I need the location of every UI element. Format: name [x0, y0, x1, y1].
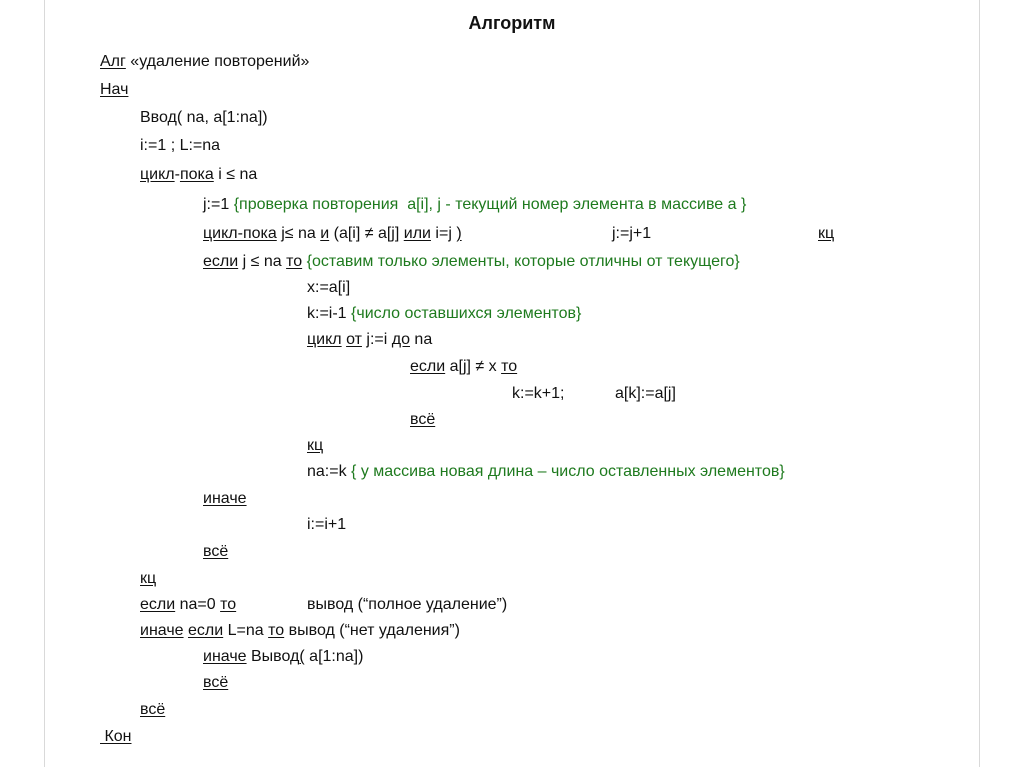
- code-text: j ≤ na: [238, 253, 287, 270]
- code-keyword: всё: [410, 411, 436, 428]
- code-keyword: и: [320, 225, 330, 242]
- code-keyword: иначе: [140, 622, 184, 639]
- code-comment: { у массива новая длина – число оставленных элементов}: [351, 463, 785, 480]
- code-text: j:=j+1: [612, 225, 652, 242]
- code-keyword: цикл: [140, 166, 175, 183]
- code-text: i:=i+1: [307, 516, 347, 533]
- code-line: [307, 330, 432, 350]
- code-keyword: Нач: [100, 81, 129, 98]
- code-text: вывод (“полное удаление”): [307, 596, 508, 613]
- code-keyword: всё: [203, 674, 229, 691]
- code-line: [612, 224, 651, 244]
- code-text: i ≤ na: [213, 166, 258, 183]
- code-line: [203, 195, 746, 215]
- code-line: [818, 224, 834, 244]
- code-text: (a[i] ≠ a[j]: [329, 225, 404, 242]
- code-keyword: если: [410, 358, 446, 375]
- code-keyword: пока: [179, 166, 214, 183]
- code-line: [140, 595, 236, 615]
- code-text: x:=a[i]: [307, 279, 351, 296]
- code-keyword: если: [140, 596, 176, 613]
- code-keyword: до: [391, 331, 410, 348]
- code-line: [100, 80, 128, 100]
- slide-border-right: [979, 0, 980, 767]
- code-keyword: то: [220, 596, 237, 613]
- code-keyword: кц: [818, 225, 835, 242]
- code-line: [307, 304, 581, 324]
- code-line: [140, 621, 460, 641]
- code-text: Вывод: [246, 648, 300, 665]
- code-line: [307, 278, 350, 298]
- code-keyword: кц: [307, 437, 324, 454]
- code-keyword: всё: [140, 701, 166, 718]
- code-keyword: от: [346, 331, 362, 348]
- code-comment: {оставим только элементы, которые отличны от текущего}: [306, 253, 740, 270]
- code-text: na: [409, 331, 433, 348]
- code-line: [140, 569, 156, 589]
- code-text: Ввод( na, a[1:na]): [140, 109, 268, 126]
- code-line: [307, 462, 785, 482]
- code-comment: {число оставшихся элементов}: [351, 305, 582, 322]
- code-text: j:=i: [361, 331, 392, 348]
- code-keyword: (: [299, 648, 305, 665]
- code-line: [307, 436, 323, 456]
- code-line: [410, 357, 517, 377]
- code-text: na=0: [175, 596, 221, 613]
- code-text: k:=k+1;: [512, 385, 565, 402]
- code-line: [410, 410, 435, 430]
- code-line: [203, 224, 462, 244]
- code-line: [203, 673, 228, 693]
- code-keyword: всё: [203, 543, 229, 560]
- code-line: [140, 136, 220, 156]
- code-text: -: [174, 166, 180, 183]
- code-keyword: Кон: [100, 728, 132, 745]
- code-keyword: если: [203, 253, 239, 270]
- code-keyword: цикл: [307, 331, 342, 348]
- code-keyword: иначе: [203, 490, 247, 507]
- code-text: L=na: [223, 622, 269, 639]
- code-text: i=j: [430, 225, 457, 242]
- code-line: [203, 489, 247, 509]
- code-line: [307, 595, 507, 615]
- code-keyword: если: [188, 622, 224, 639]
- code-line: [615, 384, 676, 404]
- code-text: a[j] ≠ x: [445, 358, 502, 375]
- code-line: [140, 108, 268, 128]
- code-text: a[1:na]): [304, 648, 364, 665]
- code-keyword: то: [501, 358, 518, 375]
- slide-border-left: [44, 0, 45, 767]
- code-text: na:=k: [307, 463, 352, 480]
- code-line: [203, 647, 363, 667]
- code-text: j:=1: [203, 196, 234, 213]
- code-text: a[k]:=a[j]: [615, 385, 676, 402]
- code-text: «удаление повторений»: [125, 53, 310, 70]
- code-line: [140, 700, 165, 720]
- page-title: Алгоритм: [468, 13, 556, 33]
- code-comment: {проверка повторения a[i], j - текущий номер элемента в массиве a }: [233, 196, 747, 213]
- code-line: [100, 727, 132, 747]
- code-keyword: ): [456, 225, 462, 242]
- code-text: вывод (“нет удаления”): [284, 622, 460, 639]
- code-line: [203, 252, 740, 272]
- code-line: [140, 165, 257, 185]
- code-line: [203, 542, 228, 562]
- code-line: [512, 384, 564, 404]
- code-keyword: кц: [140, 570, 157, 587]
- code-keyword: Алг: [100, 53, 126, 70]
- code-line: [307, 515, 346, 535]
- code-keyword: то: [286, 253, 303, 270]
- code-text: i:=1 ; L:=na: [140, 137, 221, 154]
- code-keyword: то: [268, 622, 285, 639]
- code-keyword: или: [403, 225, 431, 242]
- code-text: j≤ na: [276, 225, 321, 242]
- code-text: k:=i-1: [307, 305, 352, 322]
- code-line: [100, 52, 309, 72]
- code-keyword: цикл-пока: [203, 225, 277, 242]
- code-keyword: иначе: [203, 648, 247, 665]
